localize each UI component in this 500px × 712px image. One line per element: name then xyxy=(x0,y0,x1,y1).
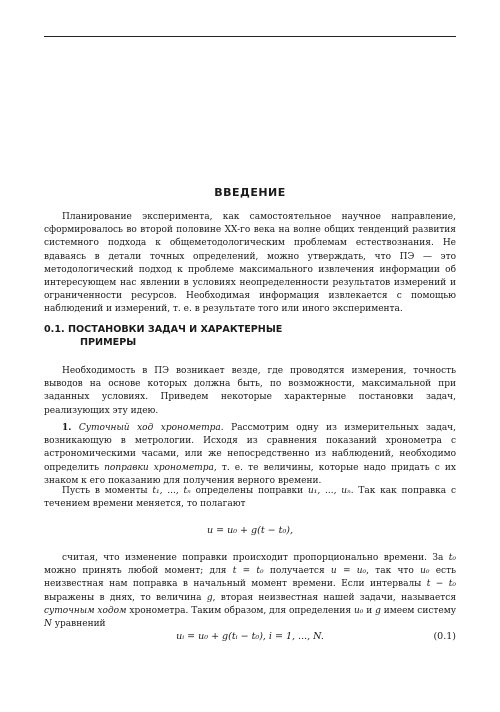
p4-text-b: определены поправки xyxy=(195,486,304,496)
p5-g: g xyxy=(206,592,213,603)
p4-u-seq: u₁, ..., uₙ xyxy=(307,486,351,496)
p5-u-eq: u = u₀ xyxy=(330,566,367,577)
section-heading-line2: ПРИМЕРЫ xyxy=(80,337,137,348)
item-number: 1. xyxy=(62,423,72,433)
paragraph-4 xyxy=(44,485,456,511)
p5-i: хронометра. Таким образом, для определения xyxy=(129,605,352,616)
p5-u0b: u₀ xyxy=(353,605,364,616)
equation-number: (0.1) xyxy=(433,631,456,642)
item-1-paragraph xyxy=(44,422,456,488)
p5-l: уравнений xyxy=(54,619,106,630)
p5-e: есть неизвестная нам поправка в начальный момент времени. Если интервалы xyxy=(44,566,456,590)
formula-2: uᵢ = u₀ + g(tᵢ − t₀), i = 1, ..., N. xyxy=(176,631,324,642)
p5-t-eq: t = t₀ xyxy=(232,566,264,577)
item-title: Суточный ход хронометра. xyxy=(78,423,224,433)
p5-t0: t₀ xyxy=(448,553,456,563)
formula-1: u = u₀ + g(t − t₀), xyxy=(206,525,293,536)
p5-gb: g xyxy=(375,605,381,616)
p5-u0: u₀ xyxy=(420,566,430,577)
p5-N: N xyxy=(44,619,52,630)
p5-f: выражены в днях, то величина xyxy=(44,592,202,603)
p4-text-a: Пусть в моменты xyxy=(62,486,148,496)
item-text-b: , т. е. те величины, которые надо придать с их знаком к его показанию для получения верного времени. xyxy=(44,462,456,486)
paragraph-2: Необходимость в ПЭ возникает везде, где проводятся измерения, точность выводов на основе которых должна быть, по возможности, максимальной при заданных условиях. Приведем некоторые характерные постановки задач, реализующих эту идею. xyxy=(44,366,456,416)
p5-b: можно принять любой момент; для xyxy=(44,566,227,577)
p5-c: получается xyxy=(269,566,325,577)
p4-text-c: . Так как поправка с течением времени меняется, то полагают xyxy=(44,486,456,510)
intro-paragraph: Планирование эксперимента, как самостоятельное научное направление, сформировалось во второй половине XX-го века на волне общих тенденций развития системного подхода к общеметодологическим проблемам естествознания. Не вдаваясь в детали точных определений, можно утверждать, что ПЭ — это методологический подход к проблеме максимального извлечения информации об интересующем нас явлении в условиях неопределенности результатов измерений и ограниченности ресурсов. Необходимая информация извлекается с помощью наблюдений и измерений, т. е. в результате того или иного эксперимента. xyxy=(44,212,456,315)
item-text-a: Рассмотрим одну из измерительных задач, возникающую в метрологии. Исходя из сравнения показаний хронометра с астрономическими часами, или же непосредственно из наблюдений, необходимо определить xyxy=(44,423,456,473)
section-heading-line1: 0.1. ПОСТАНОВКИ ЗАДАЧ И ХАРАКТЕРНЫЕ xyxy=(44,324,283,335)
item-term: поправки хронометра xyxy=(104,462,214,473)
top-rule xyxy=(44,36,456,37)
p5-j: и xyxy=(366,605,373,616)
p4-t-seq: t₁, ..., tₙ xyxy=(152,486,191,496)
page-heading: ВВЕДЕНИЕ xyxy=(214,186,286,199)
p5-tt0: t − t₀ xyxy=(426,579,456,590)
p5-d: , так что xyxy=(366,566,414,577)
p5-h: , вторая неизвестная нашей задачи, называется xyxy=(212,592,456,603)
p5-a: считая, что изменение поправки происходит пропорционально времени. За xyxy=(62,553,444,563)
paragraph-5 xyxy=(44,552,456,631)
section-heading xyxy=(44,323,282,349)
p5-term: суточным ходом xyxy=(44,605,127,616)
p5-k: имеем систему xyxy=(383,605,456,616)
